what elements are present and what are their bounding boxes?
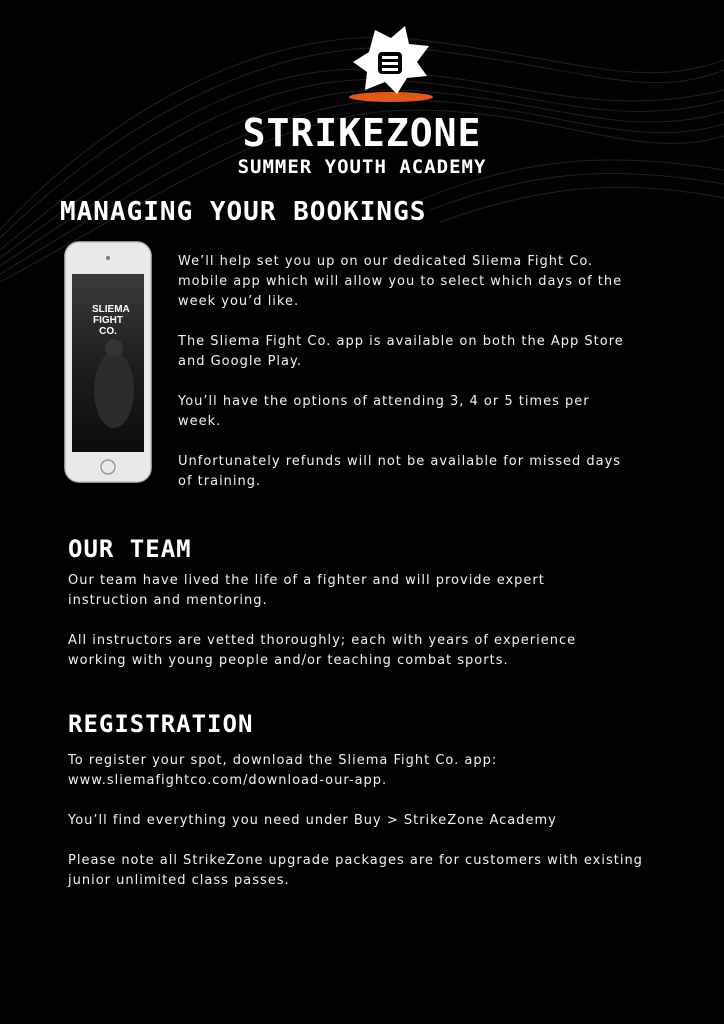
team-paragraph: All instructors are vetted thoroughly; each with years of experience working with young people and/or teaching combat sports. [68, 633, 577, 668]
registration-paragraph: To register your spot, download the Sliema Fight Co. app: www.sliemafightco.com/download-our-app. [68, 753, 498, 788]
brand-title: STRIKEZONE [242, 111, 482, 155]
team-paragraph: Our team have lived the life of a fighter and will provide expert instruction and mentoring. [68, 573, 545, 608]
bookings-paragraph: Unfortunately refunds will not be available for missed days of training. [178, 454, 622, 489]
team-heading: OUR TEAM [68, 535, 192, 563]
bookings-heading: MANAGING YOUR BOOKINGS [60, 197, 427, 227]
registration-paragraph: You’ll find everything you need under Buy > StrikeZone Academy [68, 813, 557, 828]
registration-paragraph: Please note all StrikeZone upgrade packages are for customers with existing junior unlimited class passes. [68, 853, 643, 888]
phone-screen-line1: SLIEMA [92, 304, 130, 315]
header [0, 0, 724, 200]
brand-subtitle: SUMMER YOUTH ACADEMY [237, 156, 487, 178]
registration-heading: REGISTRATION [68, 710, 254, 738]
phone-screen-text [92, 304, 130, 337]
bookings-paragraph: We’ll help set you up on our dedicated Sliema Fight Co. mobile app which will allow you to select which days of the week you’d like. [178, 254, 623, 309]
fist-burst-icon [345, 24, 437, 106]
phone-image [62, 240, 154, 485]
phone-illustration [62, 240, 154, 485]
phone-screen-line2: FIGHT CO. [93, 315, 123, 337]
bookings-paragraph: The Sliema Fight Co. app is available on both the App Store and Google Play. [178, 334, 624, 369]
bookings-paragraph: You’ll have the options of attending 3, 4 or 5 times per week. [178, 394, 590, 429]
